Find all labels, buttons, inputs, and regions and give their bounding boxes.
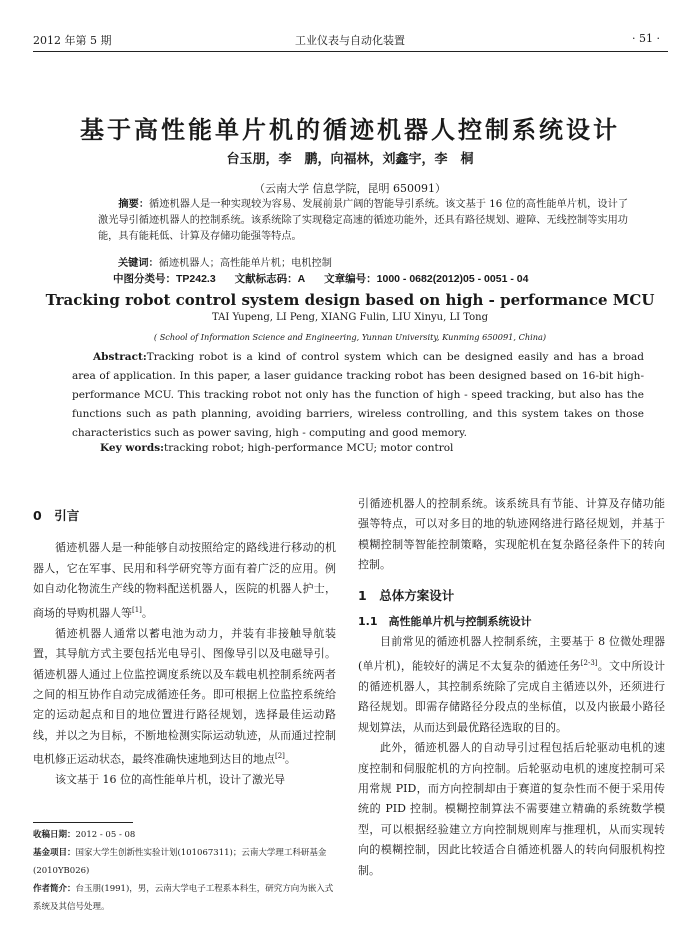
header-rule — [33, 51, 668, 52]
keywords-zh — [118, 254, 638, 269]
keywords-zh-text: 循迹机器人；高性能单片机；电机控制 — [158, 258, 332, 269]
article-number: 文章编号：1000 - 0682(2012)05 - 0051 - 04 — [324, 273, 529, 285]
section-1-paragraph-2: 此外，循迹机器人的自动导引过程包括后轮驱动电机的速度控制和伺服舵机的方向控制。后轮驱动电机的速度控制可采用常规 PID，而方向控制却由于赛道的复杂性而不便于采用传统的 PID 控制。模糊控制算法不需要建立精确的系统数学模型，可以根据经验建立方向控制规则库与推理机，从而实现转向的模糊控制，因此比较适合自循迹机器人的转向伺服机构控制。 — [358, 741, 665, 877]
footnotes — [33, 826, 336, 916]
abstract-en-label: Abstract: — [93, 351, 147, 363]
document-code: 文献标志码：A — [234, 273, 306, 285]
clc-number: 中图分类号：TP242.3 — [113, 273, 216, 285]
affiliation: （云南大学 信息学院，昆明 650091） — [254, 182, 446, 195]
classification-line — [113, 271, 653, 286]
footnote-author: 作者简介：台玉朋(1991)，男，云南大学电子工程系本科生，研究方向为嵌入式系统及其信号处理。 — [33, 884, 334, 912]
intro-paragraph-3: 该文基于 16 位的高性能单片机，设计了激光导 — [55, 773, 285, 787]
keywords-en — [100, 442, 660, 454]
abstract-zh-text: 循迹机器人是一种实现较为容易、发展前景广阔的智能导引系统。该文基于 16 位的高性能单片机，设计了激光导引循迹机器人的控制系统。该系统除了实现稳定高速的循迹功能外，还具有路径规划、避障、无线控制等实用功能，具有能耗低、计算及存储功能强等特点。 — [98, 199, 629, 242]
abstract-zh-label: 摘要： — [118, 198, 150, 210]
section-1-heading: 1 总体方案设计 — [358, 587, 455, 603]
citation-2: [2] — [275, 752, 285, 761]
header-issue: 2012 年第 5 期 — [33, 34, 112, 47]
keywords-en-label: Key words: — [100, 442, 165, 454]
keywords-zh-label: 关键词： — [118, 257, 159, 269]
continued-paragraph: 引循迹机器人的控制系统。该系统具有节能、计算及存储功能强等特点，可以对多目的地的轨迹网络进行路径规划，并基于模糊控制等智能控制策略，实现舵机在复杂路径条件下的转向控制。 — [358, 497, 665, 572]
footnote-rule — [33, 822, 133, 823]
intro-paragraph-2: 循迹机器人通常以蓄电池为动力，并装有非接触导航装置，其导航方式主要包括光电导引、图像导引以及电磁导引。循迹机器人通过上位监控调度系统以及车载电机控制系统两者之间的相互协作自动完成循迹任务。即可根据上位监控系统给定的运动起点和目的地位置进行路径规划，选择最佳运动路线，并以之为目标，不断地检测实际运动轨迹，从而通过控制电机修正运动状态，最终准确快速地到达目的地点[2]。 — [33, 626, 336, 766]
keywords-en-text: tracking robot; high-performance MCU; motor control — [164, 442, 454, 454]
paper-title-en: Tracking robot control system design based on high - performance MCU — [45, 291, 655, 309]
abstract-zh — [98, 196, 628, 245]
intro-paragraph-1: 循迹机器人是一种能够自动按照给定的路线进行移动的机器人，它在军事、民用和科学研究等方面有着广泛的应用。例如自动化物流生产线的物料配送机器人，医院的机器人护士，商场的导购机器人等[1]。 — [33, 541, 336, 620]
right-column — [358, 494, 665, 881]
paper-title: 基于高性能单片机的循迹机器人控制系统设计 — [80, 116, 620, 144]
footnote-fund: 基金项目：国家大学生创新性实验计划(101067311)；云南大学理工科研基金(2010YB026) — [33, 848, 327, 876]
author-list: 台玉朋，李 鹏，向福林，刘鑫宇，李 桐 — [226, 152, 474, 167]
subsection-1-1-heading: 1.1 高性能单片机与控制系统设计 — [358, 615, 532, 629]
abstract-en-text: Tracking robot is a kind of control system which can be designed easily and has a broad area of application. In this paper, a laser guidance tracking robot has been designed based on 16-bit high-performance MCU. This tracking robot not only has the function of high - speed tracking, but also has the functions such as path planning, avoiding barriers, wireless controlling, and this system takes on those characteristics such as power saving, high - computing and good memory. — [72, 351, 644, 439]
header-page-number: · 51 · — [632, 32, 660, 45]
section-0-heading: 0 引言 — [33, 508, 80, 523]
footnote-received: 收稿日期：2012 - 05 - 08 — [33, 830, 136, 840]
header-journal: 工业仪表与自动化装置 — [295, 34, 405, 47]
citation-1: [1] — [132, 605, 142, 614]
author-list-en: TAI Yupeng, LI Peng, XIANG Fulin, LIU Xinyu, LI Tong — [211, 312, 489, 323]
section-1-paragraph-1: 目前常见的循迹机器人控制系统，主要基于 8 位微处理器(单片机)，能较好的满足不太复杂的循迹任务[2-3]。文中所设计的循迹机器人，其控制系统除了完成自主循迹以外，还须进行路径规划。即需存储路径分段点的坐标值，以及内嵌最小路径规划算法，从而达到最优路径选取的目的。 — [358, 635, 665, 734]
citation-2-3: [2-3] — [580, 658, 598, 667]
left-column — [33, 506, 336, 791]
affiliation-en: ( School of Information Science and Engineering, Yunnan University, Kunming 650091, China) — [153, 332, 547, 342]
abstract-en — [72, 348, 644, 443]
